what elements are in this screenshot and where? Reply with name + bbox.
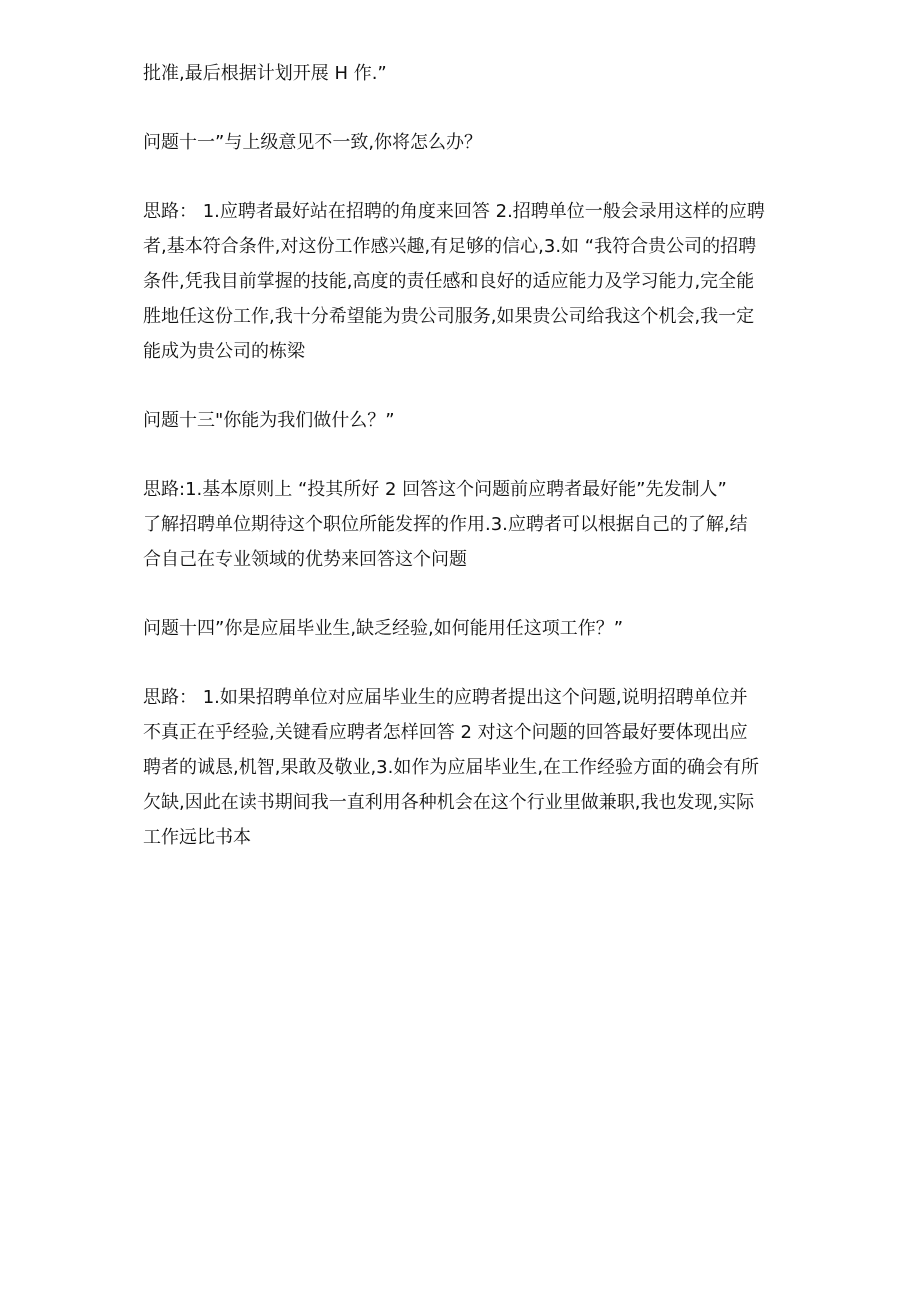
paragraph-continuation [143,56,779,91]
text-line: 工作远比书本 [143,827,251,848]
text-line: 问题十四”你是应届毕业生,缺乏经验,如何能用任这项工作？” [143,618,624,639]
text-line: 批准,最后根据计划开展 H 作.” [143,63,387,84]
document-body [143,56,779,889]
text-line: 欠缺,因此在读书期间我一直利用各种机会在这个行业里做兼职,我也发现,实际 [143,792,755,813]
text-line: 思路： 1.如果招聘单位对应届毕业生的应聘者提出这个问题,说明招聘单位并 [143,687,748,708]
text-line: 问题十一”与上级意见不一致,你将怎么办？ [143,132,483,153]
answer-14-paragraph [143,680,779,855]
text-line: 胜地任这份工作,我十分希望能为贵公司服务,如果贵公司给我这个机会,我一定 [143,306,755,327]
text-line: 了解招聘单位期待这个职位所能发挥的作用.3.应聘者可以根据自己的了解,结 [143,514,748,535]
text-line: 能成为贵公司的栋梁 [143,341,305,362]
text-line: 不真正在乎经验,关键看应聘者怎样回答 2 对这个问题的回答最好要体现出应 [143,722,748,743]
text-line: 思路:1.基本原则上 “投其所好 2 回答这个问题前应聘者最好能”先发制人” [143,479,727,500]
text-line: 者,基本符合条件,对这份工作感兴趣,有足够的信心,3.如 “我符合贵公司的招聘 [143,236,757,257]
answer-13-paragraph [143,472,779,577]
text-line: 思路： 1.应聘者最好站在招聘的角度来回答 2.招聘单位一般会录用这样的应聘 [143,201,765,222]
text-line: 合自己在专业领域的优势来回答这个问题 [143,549,467,570]
answer-11-paragraph [143,194,779,369]
text-line: 问题十三"你能为我们做什么？” [143,410,395,431]
text-line: 条件,凭我目前掌握的技能,高度的责任感和良好的适应能力及学习能力,完全能 [143,271,755,292]
question-13-heading [143,403,779,438]
question-11-heading [143,125,779,160]
question-14-heading [143,611,779,646]
text-line: 聘者的诚恳,机智,果敢及敬业,3.如作为应届毕业生,在工作经验方面的确会有所 [143,757,760,778]
